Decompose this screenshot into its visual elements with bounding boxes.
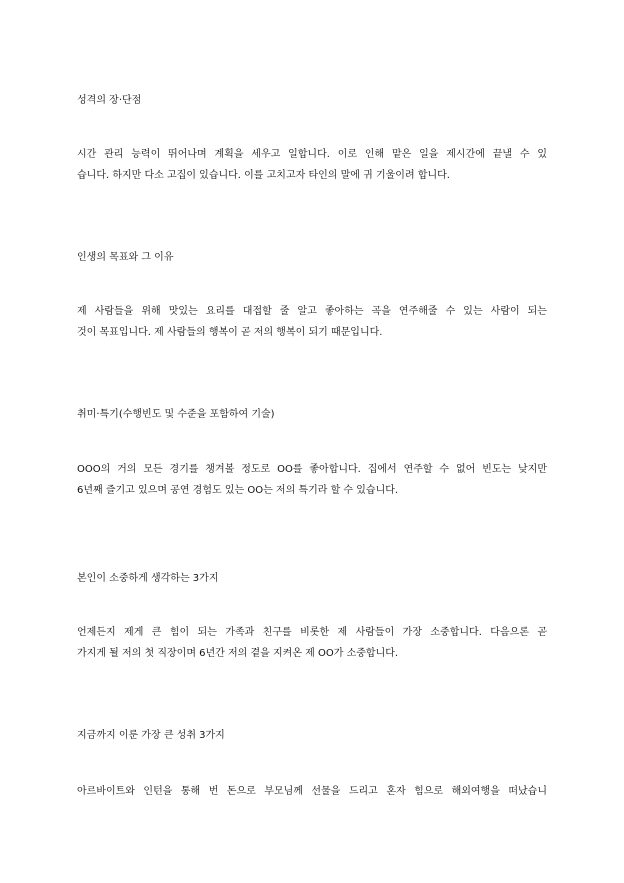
section-heading-three-achievements: 지금까지 이룬 가장 큰 성취 3가지 bbox=[77, 730, 225, 741]
section-heading-three-precious-things: 본인이 소중하게 생각하는 3가지 bbox=[77, 573, 219, 584]
section-body-strengths-weaknesses bbox=[77, 144, 547, 186]
section-body-hobbies-skills bbox=[77, 459, 547, 501]
body-line: 언제든지 제게 큰 힘이 되는 가족과 친구를 비롯한 제 사람들이 가장 소중합니다. 다음으론 곧 bbox=[77, 627, 547, 638]
body-line: 가지게 될 저의 첫 직장이며 6년간 저의 곁을 지켜온 제 OO가 소중합니다. bbox=[77, 648, 399, 659]
section-body-three-achievements bbox=[77, 781, 547, 802]
body-line: 제 사람들을 위해 맛있는 요리를 대접할 줄 알고 좋아하는 곡을 연주해줄 수 있는 사람이 되는 bbox=[77, 306, 547, 317]
section-body-life-goal bbox=[77, 301, 547, 343]
body-line: 습니다. 하지만 다소 고집이 있습니다. 이를 고치고자 타인의 말에 귀 기울이려 합니다. bbox=[77, 170, 450, 181]
section-heading-life-goal: 인생의 목표와 그 이유 bbox=[77, 252, 174, 263]
body-line: 6년째 즐기고 있으며 공연 경험도 있는 OO는 저의 특기라 할 수 있습니다. bbox=[77, 485, 399, 496]
section-body-three-precious-things bbox=[77, 622, 547, 664]
section-heading-strengths-weaknesses: 성격의 장·단점 bbox=[77, 95, 142, 106]
body-line: 시간 관리 능력이 뛰어나며 계획을 세우고 일합니다. 이로 인해 맡은 일을 제시간에 끝낼 수 있 bbox=[77, 149, 547, 160]
section-heading-hobbies-skills: 취미·특기(수행빈도 및 수준을 포함하여 기술) bbox=[77, 409, 275, 420]
body-line: OOO의 거의 모든 경기를 챙겨볼 정도로 OO를 좋아합니다. 집에서 연주할 수 없어 빈도는 낮지만 bbox=[77, 464, 547, 475]
body-line: 아르바이트와 인턴을 통해 번 돈으로 부모님께 선물을 드리고 혼자 힘으로 해외여행을 떠났습니 bbox=[77, 786, 547, 797]
body-line: 것이 목표입니다. 제 사람들의 행복이 곧 저의 행복이 되기 때문입니다. bbox=[77, 327, 383, 338]
